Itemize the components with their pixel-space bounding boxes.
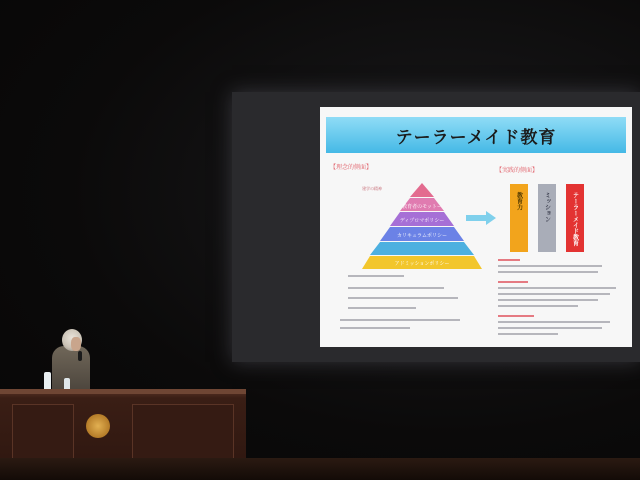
bar-mission bbox=[538, 184, 556, 252]
table-panel-right bbox=[132, 404, 234, 460]
speaker-body bbox=[52, 346, 90, 394]
left-heading: 【理念的側面】 bbox=[330, 164, 373, 171]
pyramid-level-3: カリキュラムポリシー bbox=[397, 233, 447, 239]
slide-title-banner bbox=[326, 117, 626, 153]
stage-floor bbox=[0, 458, 640, 480]
bar-label: ミッション bbox=[543, 192, 551, 222]
pyramid-level-2: ディプロマポリシー bbox=[399, 218, 445, 224]
speaker-face bbox=[71, 337, 81, 351]
bar-tailormade-education bbox=[566, 184, 584, 252]
emblem-icon bbox=[86, 414, 110, 438]
pyramid-diagram bbox=[362, 183, 482, 269]
pyramid-level-4: アドミッションポリシー bbox=[394, 261, 450, 267]
right-heading: 【実践的側面】 bbox=[496, 167, 539, 174]
presentation-slide bbox=[320, 107, 632, 347]
right-arrow-icon bbox=[466, 211, 496, 225]
pyramid-level-1: 教育者のモットー bbox=[402, 204, 442, 210]
bar-label: テーラーメイド教育 bbox=[571, 192, 579, 246]
bar-label: 教育力 bbox=[515, 192, 523, 210]
slide-title: テーラーメイド教育 bbox=[395, 127, 557, 148]
table-panel-left bbox=[12, 404, 74, 460]
microphone-icon bbox=[78, 351, 82, 361]
pyramid-top-label: 建学の精神 bbox=[362, 186, 382, 191]
bar-teaching-ability bbox=[510, 184, 528, 252]
table-top-edge bbox=[0, 389, 246, 394]
